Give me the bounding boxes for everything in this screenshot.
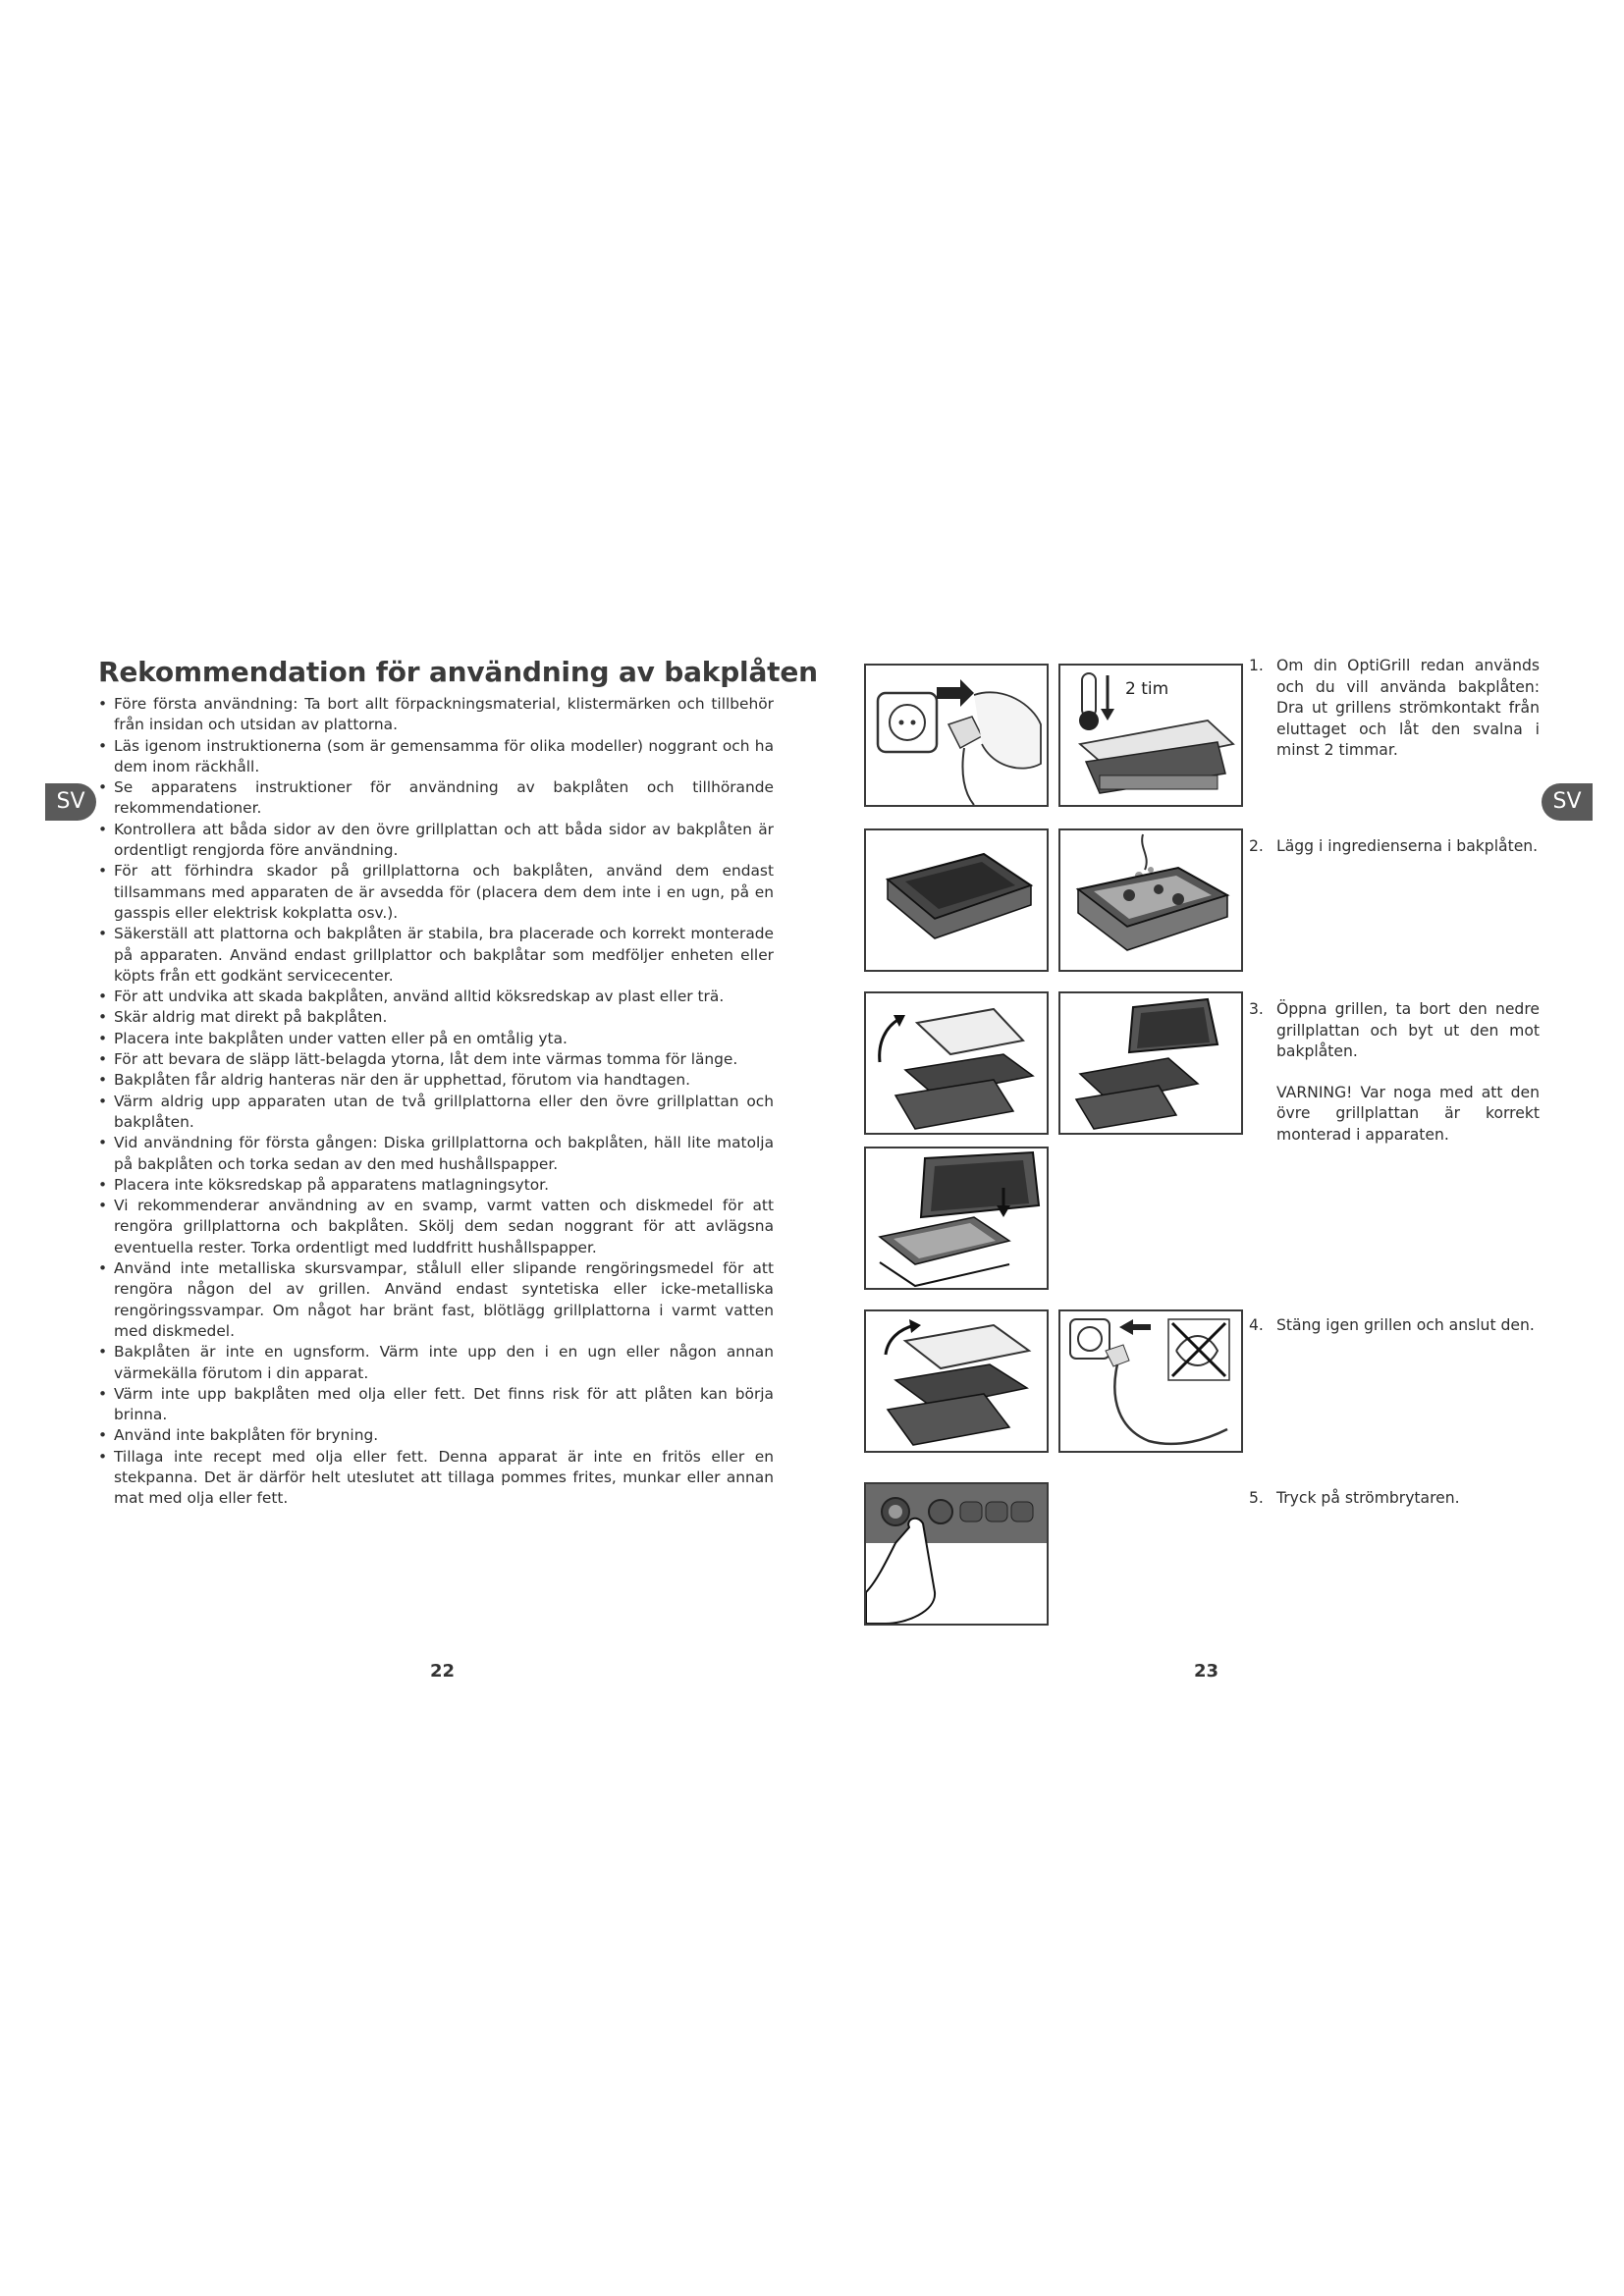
list-item: • Se apparatens instruktioner för användning av bakplåten och tillhörande rekommendationer. — [98, 777, 774, 820]
list-item: • För att undvika att skada bakplåten, använd alltid köksredskap av plast eller trä. — [98, 987, 774, 1007]
step-number: 1. — [1249, 657, 1264, 674]
right-page-steps — [864, 656, 1551, 1647]
list-item: • Före första användning: Ta bort allt förpackningsmaterial, klistermärken och tillbehör från insidan och utsidan av plattorna. — [98, 694, 774, 736]
list-item: • Läs igenom instruktionerna (som är gemensamma för olika modeller) noggrant och ha dem inom räckhåll. — [98, 736, 774, 778]
open-grill-icon — [866, 993, 1047, 1133]
open-grill-illustration — [1058, 991, 1243, 1135]
ingredients-in-tray-icon — [1060, 830, 1241, 970]
page-title — [98, 656, 818, 688]
insert-tray-illustration — [864, 1147, 1049, 1290]
recommendations-list — [98, 694, 774, 1510]
step-number: 2. — [1249, 837, 1264, 855]
step-number: 3. — [1249, 1000, 1264, 1018]
cooling-illustration — [1058, 664, 1243, 807]
list-item: • Värm aldrig upp apparaten utan de två grillplattorna eller den övre grillplattan och bakplåten. — [98, 1092, 774, 1134]
step-5-text — [1249, 1488, 1540, 1510]
list-item: • För att bevara de släpp lätt-belagda ytorna, låt dem inte värmas tomma för länge. — [98, 1049, 774, 1070]
language-tab-right: SV — [1542, 783, 1593, 821]
step-1-text — [1249, 656, 1540, 762]
baking-tray-illustration — [864, 828, 1049, 972]
grill-open-plates-icon — [1060, 993, 1241, 1133]
step-2-text — [1249, 836, 1540, 858]
cooling-time-label: 2 tim — [1125, 679, 1169, 699]
list-item: • Placera inte köksredskap på apparatens matlagningsytor. — [98, 1175, 774, 1196]
remove-plate-illustration — [864, 991, 1049, 1135]
page-number-right: 23 — [1194, 1661, 1219, 1682]
left-page-content — [98, 656, 818, 1510]
warning-note: VARNING! Var noga med att den övre grillplattan är korrekt monterad i apparaten. — [1276, 1083, 1540, 1144]
plug-in-illustration — [1058, 1309, 1243, 1453]
power-button-illustration — [864, 1482, 1049, 1626]
power-button-press-icon — [866, 1484, 1047, 1624]
plug-in-socket-icon — [1060, 1311, 1241, 1451]
list-item: • Värm inte upp bakplåten med olja eller fett. Det finns risk för att plåten kan börja brinna. — [98, 1384, 774, 1426]
list-item: • För att förhindra skador på grillplattorna och bakplåten, använd dem endast tillsammans med apparaten de är avsedda för (placera dem dem inte i en ugn, på en gasspis eller elektrisk kokplatta osv.). — [98, 861, 774, 924]
step-instruction: Lägg i ingredienserna i bakplåten. — [1276, 837, 1539, 855]
step-number: 4. — [1249, 1316, 1264, 1334]
list-item: • Vi rekommenderar användning av en svamp, varmt vatten och diskmedel för att rengöra grillplattorna och bakplåten. Skölj dem sedan noggrant för att avlägsna eventuella rester. Torka ordentligt med luddfritt hushållspapper. — [98, 1196, 774, 1258]
list-item: • Säkerställ att plattorna och bakplåten är stabila, bra placerade och korrekt monterade på apparaten. Använd endast grillplattor och bakplåtar som medföljer enheten eller köpts från ett godkänt servicecenter. — [98, 924, 774, 987]
step-4-text — [1249, 1315, 1540, 1337]
list-item: • Skär aldrig mat direkt på bakplåten. — [98, 1007, 774, 1028]
list-item: • Placera inte bakplåten under vatten eller på en omtålig yta. — [98, 1029, 774, 1049]
list-item: • Använd inte bakplåten för bryning. — [98, 1425, 774, 1446]
step-3-text — [1249, 999, 1540, 1146]
step-instruction: Öppna grillen, ta bort den nedre grillplattan och byt ut den mot bakplåten. — [1276, 1000, 1540, 1060]
insert-baking-tray-icon — [866, 1148, 1047, 1288]
list-item: • Vid användning för första gången: Diska grillplattorna och bakplåten, häll lite matolja på bakplåten och torka sedan av den med hushållspapper. — [98, 1133, 774, 1175]
step-instruction: Tryck på strömbrytaren. — [1276, 1489, 1460, 1507]
list-item: • Använd inte metalliska skursvampar, stålull eller slipande rengöringsmedel för att rengöra någon del av grillen. Använd endast syntetiska eller icke-metalliska rengöringssvampar. Om något har bränt fast, blötlägg grillplattorna i varmt vatten med diskmedel. — [98, 1258, 774, 1342]
baking-tray-icon — [866, 830, 1047, 970]
list-item: • Bakplåten är inte en ugnsform. Värm inte upp den i en ugn eller någon annan värmekälla förutom i din apparat. — [98, 1342, 774, 1384]
list-item: • Kontrollera att båda sidor av den övre grillplattan och att båda sidor av bakplåten är ordentligt rengjorda före användning. — [98, 820, 774, 862]
close-grill-illustration — [864, 1309, 1049, 1453]
unplug-illustration — [864, 664, 1049, 807]
page-number-left: 22 — [430, 1661, 456, 1682]
page-title-text: Rekommendation för användning av bakplåten — [98, 656, 818, 688]
step-number: 5. — [1249, 1489, 1264, 1507]
wall-socket-unplug-icon — [866, 666, 1047, 805]
close-grill-icon — [866, 1311, 1047, 1451]
add-ingredients-illustration — [1058, 828, 1243, 972]
step-instruction: Stäng igen grillen och anslut den. — [1276, 1316, 1535, 1334]
step-instruction: Om din OptiGrill redan används och du vill använda bakplåten: Dra ut grillens strömkontakt från eluttaget och låt den svalna i minst 2 timmar. — [1276, 657, 1540, 759]
list-item: • Bakplåten får aldrig hanteras när den är upphettad, förutom via handtagen. — [98, 1070, 774, 1091]
list-item: • Tillaga inte recept med olja eller fett. Denna apparat är inte en fritös eller en stekpanna. Det är därför helt uteslutet att tillaga pommes frites, munkar eller annan mat med olja eller fett. — [98, 1447, 774, 1510]
language-tab-left: SV — [45, 783, 96, 821]
